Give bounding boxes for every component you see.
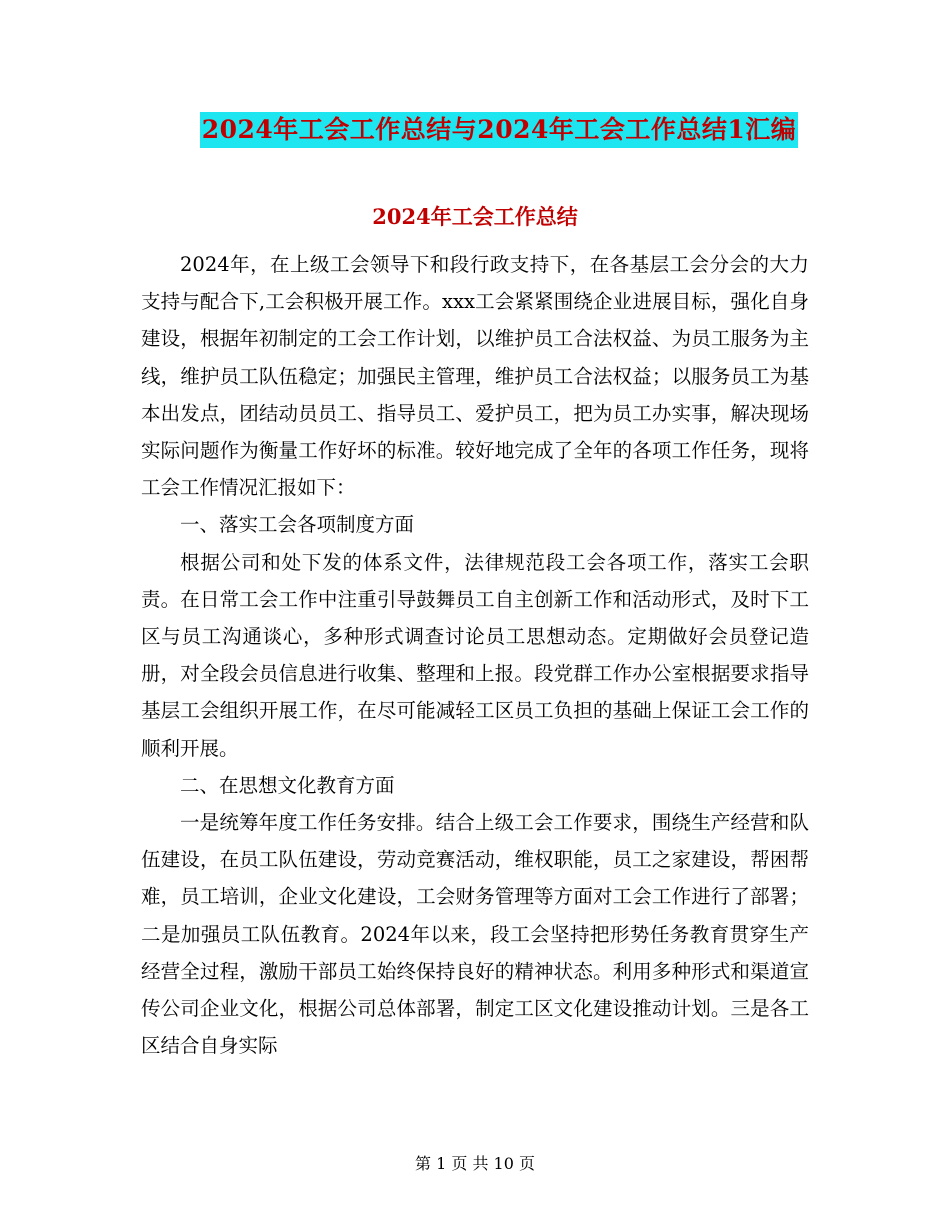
document-title-wrapper <box>0 112 950 148</box>
document-title: 2024年工会工作总结与2024年工会工作总结1汇编 <box>200 112 799 148</box>
page-number-footer: 第 1 页 共 10 页 <box>415 1154 535 1173</box>
paragraph-institutions: 根据公司和处下发的体系文件，法律规范段工会各项工作，落实工会职责。在日常工会工作中注重引导鼓舞员工自主创新工作和活动形式，及时下工区与员工沟通谈心，多种形式调查讨论员工思想动态。定期做好会员登记造册，对全段会员信息进行收集、整理和上报。段党群工作办公室根据要求指导基层工会组织开展工作，在尽可能减轻工区员工负担的基础上保证工会工作的顺利开展。 <box>141 550 809 760</box>
section-title: 2024年工会工作总结 <box>372 204 578 229</box>
paragraph-intro: 2024年，在上级工会领导下和段行政支持下，在各基层工会分会的大力支持与配合下,工会积极开展工作。xxx工会紧紧围绕企业进展目标，强化自身建设，根据年初制定的工会工作计划，以维护员工合法权益、为员工服务为主线，维护员工队伍稳定；加强民主管理，维护员工合法权益；以服务员工为基本出发点，团结动员员工、指导员工、爱护员工，把为员工办实事，解决现场实际问题作为衡量工作好坏的标准。较好地完成了全年的各项工作任务，现将工会工作情况汇报如下： <box>141 253 809 500</box>
heading-education: 二、在思想文化教育方面 <box>180 773 395 797</box>
paragraph-education: 一是统筹年度工作任务安排。结合上级工会工作要求，围绕生产经营和队伍建设，在员工队伍建设，劳动竞赛活动，维权职能，员工之家建设，帮困帮难，员工培训，企业文化建设，工会财务管理等方面对工会工作进行了部署；二是加强员工队伍教育。2024年以来，段工会坚持把形势任务教育贯穿生产经营全过程，激励干部员工始终保持良好的精神状态。利用多种形式和渠道宣传公司企业文化，根据公司总体部署，制定工区文化建设推动计划。三是各工区结合自身实际 <box>141 811 809 1058</box>
document-body <box>141 246 809 1064</box>
heading-institutions: 一、落实工会各项制度方面 <box>180 513 415 537</box>
